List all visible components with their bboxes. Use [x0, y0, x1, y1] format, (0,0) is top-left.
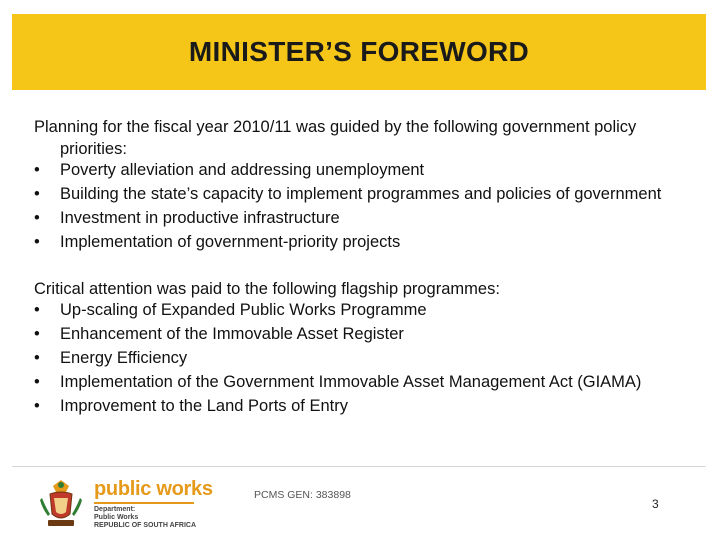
- bullet-icon: •: [34, 185, 40, 203]
- section2-list: [34, 300, 694, 416]
- bullet-icon: •: [34, 209, 40, 227]
- logo-subline: Department:: [94, 506, 136, 513]
- list-item: • Investment in productive infrastructure: [34, 209, 340, 227]
- bullet-icon: •: [34, 349, 40, 367]
- list-item: • Improvement to the Land Ports of Entry: [34, 397, 348, 415]
- bullet-icon: •: [34, 161, 40, 179]
- bullet-icon: •: [34, 301, 40, 319]
- list-item: • Poverty alleviation and addressing unemployment: [34, 161, 425, 179]
- list-item: • Implementation of the Government Immovable Asset Management Act (GIAMA): [34, 373, 642, 391]
- logo-subline: Public Works: [94, 514, 139, 521]
- section1-list: [34, 160, 694, 252]
- public-works-logo: [36, 478, 213, 530]
- bullet-icon: •: [34, 325, 40, 343]
- bullet-icon: •: [34, 233, 40, 251]
- bullet-icon: •: [34, 397, 40, 415]
- logo-subline: REPUBLIC OF SOUTH AFRICA: [94, 522, 197, 529]
- title-band: [12, 14, 706, 90]
- section2-intro: Critical attention was paid to the following flagship programmes:: [34, 280, 500, 298]
- list-item: • Enhancement of the Immovable Asset Register: [34, 325, 404, 343]
- logo-brand: public works: [94, 478, 213, 500]
- logo-text: [94, 478, 213, 530]
- bullet-icon: •: [34, 373, 40, 391]
- slide-body: [34, 116, 694, 420]
- footer-divider: [12, 466, 706, 467]
- list-item: • Up-scaling of Expanded Public Works Programme: [34, 301, 427, 319]
- logo-underline: [94, 502, 194, 504]
- list-item: • Energy Efficiency: [34, 349, 188, 367]
- page-number: 3: [652, 497, 659, 511]
- slide-title: MINISTER’S FOREWORD: [188, 36, 530, 67]
- list-item: • Building the state’s capacity to implement programmes and policies of government: [34, 185, 662, 203]
- section1-intro: Planning for the fiscal year 2010/11 was guided by the following government policy priorities:: [34, 118, 637, 158]
- list-item: • Implementation of government-priority projects: [34, 233, 401, 251]
- document-reference: PCMS GEN: 383898: [254, 489, 351, 501]
- coat-of-arms-icon: [36, 478, 86, 530]
